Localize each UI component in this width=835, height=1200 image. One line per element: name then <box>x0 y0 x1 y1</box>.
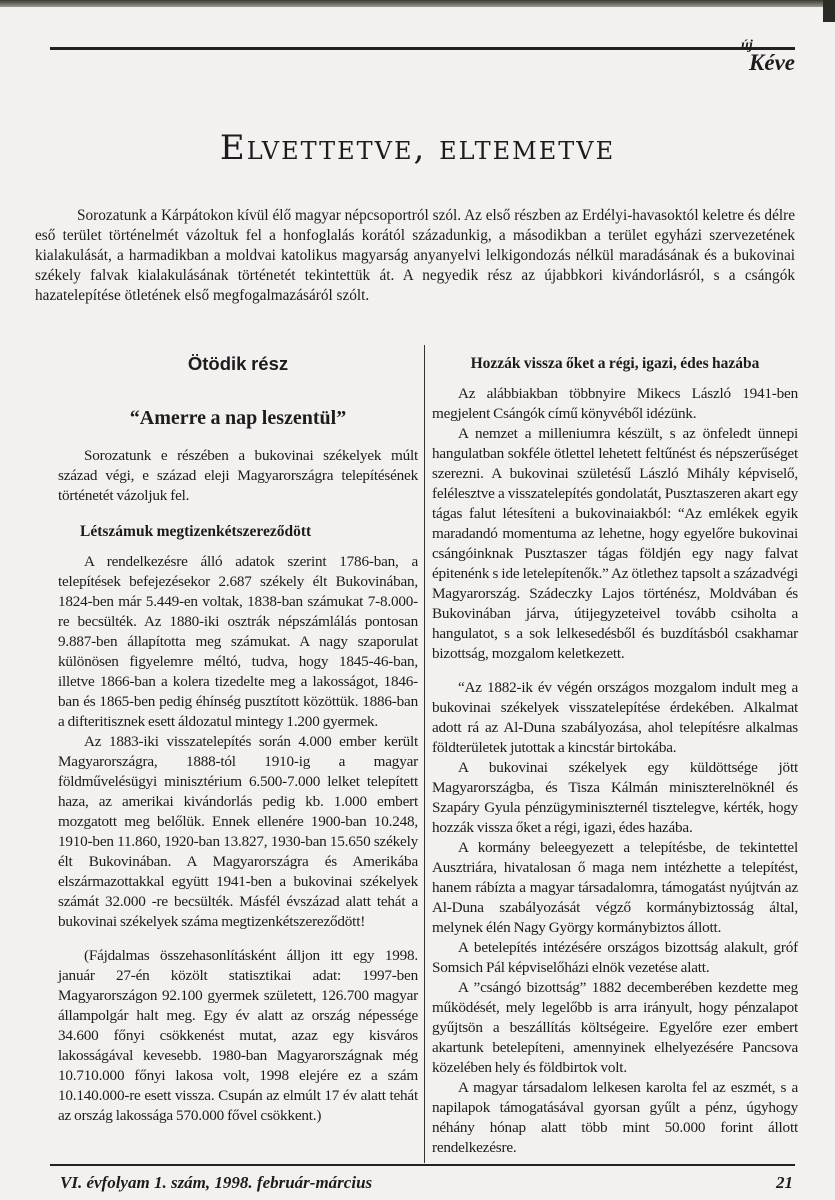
article-title: Elvettetve, eltemetve <box>219 128 616 168</box>
intro-lead <box>35 206 795 306</box>
paragraph: A bukovinai székelyek egy küldöttsége jött Magyarországba, és Tisza Kálmán miniszterelnöknél és Szapáry Gyula pénzügyminiszternél tisztelegve, kérték, hogy hozzák vissza őket a régi, igazi, édes hazába. <box>432 759 798 836</box>
part-label: Ötödik rész <box>187 353 289 374</box>
paragraph: (Fájdalmas összehasonlításként álljon itt egy 1998. január 27-én közölt statisztikai adat: 1997-ben Magyarországon 92.100 gyermek született, 126.700 magyar állampolgár halt meg. Egy év alatt az ország népessége 34.600 főnyi csökkenést mutat, azaz egy kisváros lakosságával kevesebb. 1980-ban Magyarországnak még 10.710.000 főnyi lakosa volt, 1998 elejére ez a szám 10.140.000-re esett vissza. Csupán az elmúlt 17 év alatt tehát az ország lakossága 570.000 fővel csökkent.) <box>58 947 418 1124</box>
paragraph: A rendelkezésre álló adatok szerint 1786-ban, a telepítések befejezésekor 2.687 székely élt Bukovinában, 1824-ben már 5.449-en voltak, 1838-ban számukat 7-8.000-re becsülték. Az 1880-iki osztrák népszámlálás pontosan 9.887-ben állapította meg számukat. A nagy szaporulat különösen figyelemre méltó, tudva, hogy 1845-46-ban, illetve 1866-ban a kolera tizedelte meg a lakosságot, 1846-ban és 1865-ben pedig éhínség pusztított közöttük. 1886-ban a difteritisznek esett áldozatul mintegy 1.200 gyermek. <box>58 553 418 730</box>
logo-text: Kéve <box>749 50 795 75</box>
paragraph: A betelepítés intézésére országos bizottság alakult, gróf Somsich Pál képviselőházi elnök vezetése alatt. <box>432 939 798 976</box>
paragraph: A ”csángó bizottság” 1882 decemberében kezdette meg működését, mely legelőbb is arra irányult, hogy pénzalapot gyűjtsön a beszállítás költségeire. Egyelőre ezer embert akartunk betelepíteni, amennyinek elhelyezésére Pancsova közelében hely és földbirtok volt. <box>432 979 798 1076</box>
paragraph: Az alábbiakban többnyire Mikecs László 1941-ben megjelent Csángók című könyvéből idézünk. <box>432 385 798 422</box>
left-column <box>58 352 418 1126</box>
paragraph: A magyar társadalom lelkesen karolta fel az eszmét, s a napilapok támogatásával gyorsan gyűlt a pénz, úgyhogy néhány hónap alatt több mint 50.000 forint állott rendelkezésre. <box>432 1079 798 1156</box>
right-column <box>432 352 798 1158</box>
page-number: 21 <box>776 1173 793 1192</box>
issue-info: VI. évfolyam 1. szám, 1998. február-március <box>60 1173 373 1192</box>
scan-edge-corner <box>823 0 835 22</box>
intro-paragraph: Sorozatunk a Kárpátokon kívül élő magyar népcsoportról szól. Az első részben az Erdélyi-havasoktól keletre és délre eső terület történelmét vázoltuk fel a honfoglalás korától századunkig, a másodikban a terület egyházi szervezetének kialakulását, a harmadikban a moldvai katolikus magyarság anyanyelvi lelkigondozás nélkül maradásának és a bukovinai székely falvak kialakulásának történetét tekintettük át. A negyedik rész az újabbkori kivándorlásról, s a csángók hazatelepítése ötletének első megfogalmazásáról szólt. <box>35 207 795 304</box>
magazine-logo <box>741 38 795 76</box>
header-rule <box>50 47 795 50</box>
paragraph: A nemzet a milleniumra készült, s az önfeledt ünnepi hangulatban sokféle ötlettel lehetett feltűnést és népszerűséget szerezni. A bukovinai születésű László Mihály képviselő, felélesztve a visszatelepítés gondolatát, Pusztaszeren akart egy tágas falut létesíteni a bukovinaiakból: “Az emlékek egyik maradandó momentuma az lehetne, hogy egyelőre bukovinai csángóinknak Pusztaszer tágas földjén egy nagy falvat épitenénk s ide letelepítenők.” Az ötlethez tapsolt a századvégi Magyarország. Szádeczky Lajos történész, Moldvában és Bukovinában járva, útijegyzeteivel tovább csiholta a hangulatot, s a sok lelkesedésből és buzdításból csakhamar bizottság, mozgalom keletkezett. <box>432 425 798 662</box>
paragraph: Az 1883-iki visszatelepítés során 4.000 ember került Magyarországra, 1888-tól 1910-ig a magyar földművelésügyi minisztérium 6.500-7.000 lelket telepített haza, az amerikai kivándorlás pedig kb. 1.000 embert mozgatott meg belőlük. Ennek ellenére 1900-ban 10.248, 1910-ben 11.860, 1920-ban 13.827, 1930-ban 15.650 székely élt Bukovinában. A Magyarországra és Amerikába elszármazottakkal együtt 1941-ben a bukovinai székelyek számát 32.000 -re becsülték. Másfél évszázad alatt tehát a bukovinai székelyek száma megtizenkétszereződött! <box>58 733 418 930</box>
paragraph: Sorozatunk e részében a bukovinai székelyek múlt század végi, e század eleji Magyarországra telepítésének történetét vázoljuk fel. <box>58 447 418 504</box>
subheading: Létszámuk megtizenkétszereződött <box>80 523 312 540</box>
section-heading: “Amerre a nap leszentül” <box>129 407 347 429</box>
footer-rule <box>50 1164 795 1166</box>
column-divider <box>424 345 425 1163</box>
paragraph: “Az 1882-ik év végén országos mozgalom indult meg a bukovinai székelyek visszatelepítése érdekében. Alkalmat adott rá az Al-Duna szabályozása, ahol telepítésre alkalmas földterületek jutottak a kincstár birtokába. <box>432 679 798 756</box>
logo-small-text: új <box>741 38 753 53</box>
paragraph: A kormány beleegyezett a telepítésbe, de tekintettel Ausztriára, hivatalosan ő maga nem intézhette a telepítést, hanem rábízta a magyar társadalomra, támogatást nyújtván az Al-Duna szabályozását végző kormánybiztosság által, melynek élén Nagy György kormánybiztos állott. <box>432 839 798 936</box>
section-heading: Hozzák vissza őket a régi, igazi, édes hazába <box>470 355 760 372</box>
scan-edge <box>0 0 835 7</box>
